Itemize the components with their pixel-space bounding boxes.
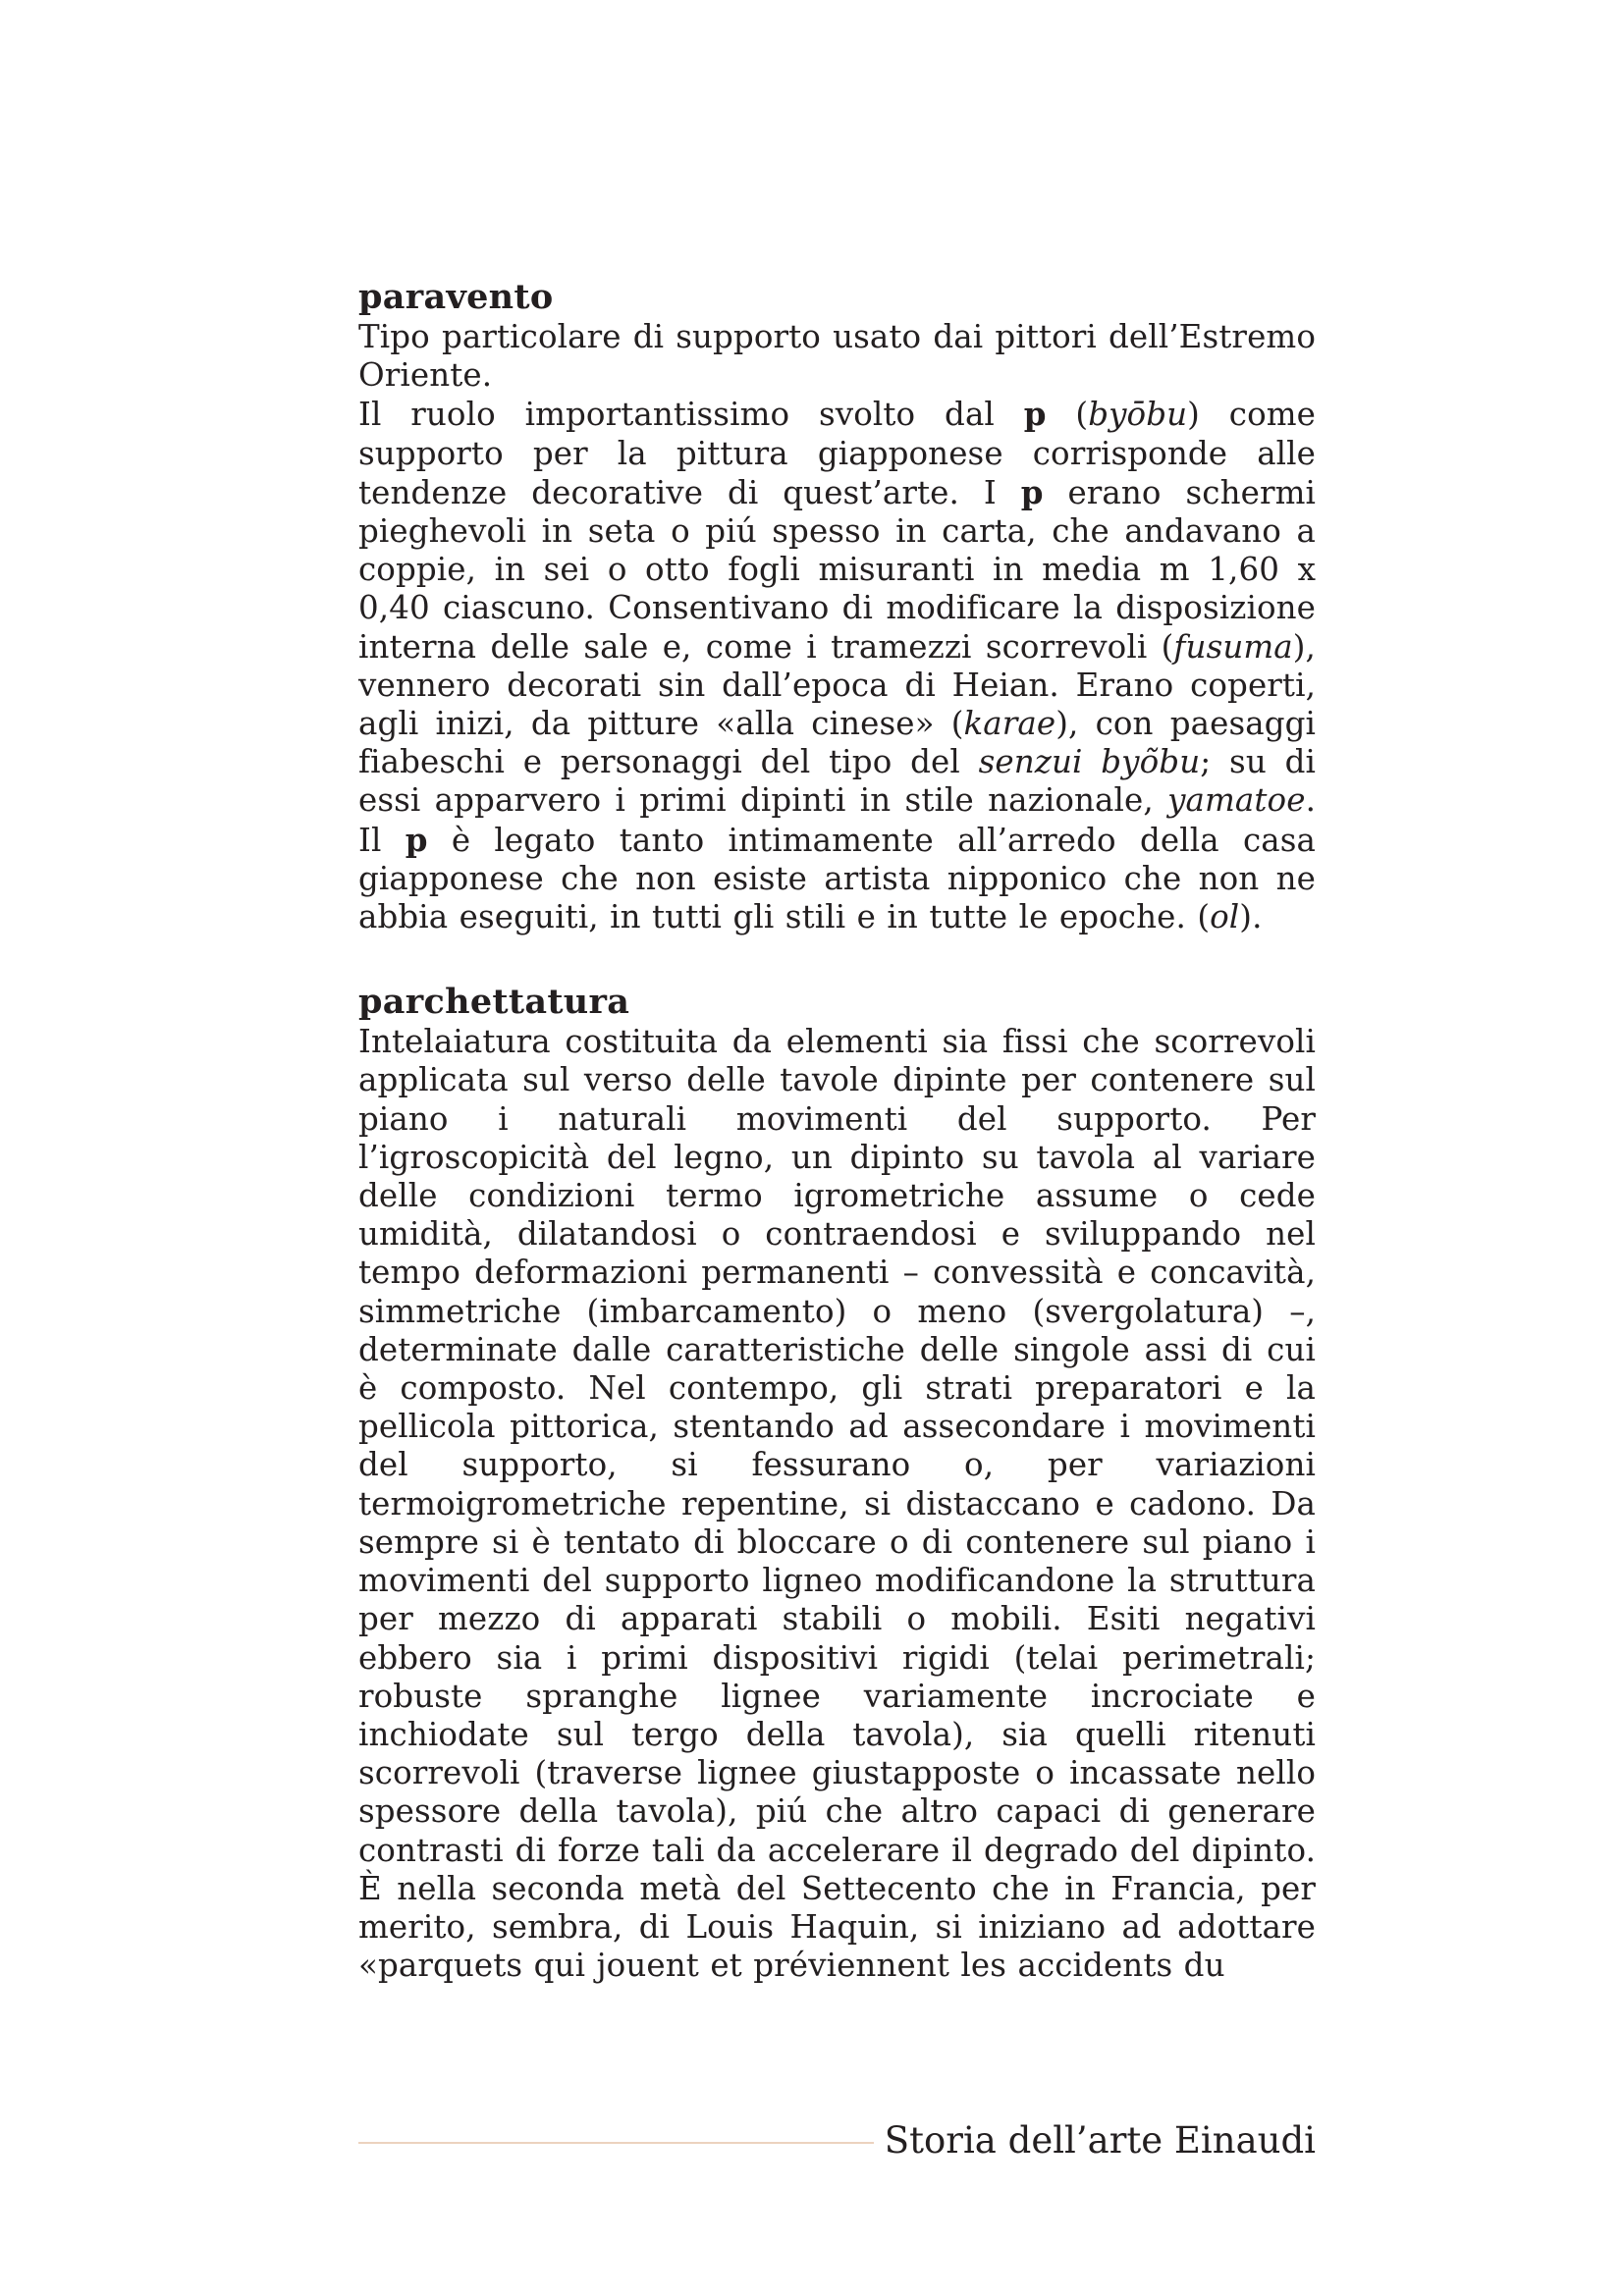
footer-title: Storia dell’arte Einaudi [884,2119,1316,2162]
text-run: Il ruolo importantissimo svolto dal [358,396,1024,434]
text-run: ( [1046,396,1089,434]
text-run: ; su di essi apparvero i primi dipinti in stile nazionale, [358,743,1316,820]
page-footer [358,2118,1316,2167]
entry-paravento [358,277,1316,936]
italic-term: ol [1210,898,1240,936]
text-run: Intelaiatura costituita da elementi sia fissi che scorrevoli applicata sul verso delle tavole dipinte per contenere sul piano i naturali movimenti del supporto. Per l’igroscopicità del legno, un dipinto su tavola al variare delle condizioni termo igrometriche assume o cede umidità, dilatandosi o contraendosi e sviluppando nel tempo deformazioni permanenti – convessità e concavità, simmetriche (imbarcamento) o meno (svergolatura) –, determinate dalle caratteristiche delle singole assi di cui è composto. Nel contempo, gli strati preparatori e la pellicola pittorica, stentando ad assecondare i movimenti del supporto, si fessurano o, per variazioni termoigrometriche repentine, si distaccano e cadono. Da sempre si è tentato di bloccare o di contenere sul piano i movimenti del supporto ligneo modificandone la struttura per mezzo di apparati stabili o mobili. Esiti negativi ebbero sia i primi dispositivi rigidi (telai perimetrali; robuste spranghe lignee variamente incrociate e inchiodate sul tergo della tavola), sia quelli ritenuti scorrevoli (traverse lignee giustapposte o incassate nello spessore della tavola), piú che altro capaci di generare contrasti di forze tali da accelerare il degrado del dipinto. È nella seconda metà del Settecento che in Francia, per merito, sembra, di Louis Haquin, si iniziano ad adottare «parquets qui jouent et préviennent les accidents du [358,1023,1316,1985]
italic-term: yamatoe [1167,781,1306,820]
italic-term: senzui byõbu [978,743,1201,781]
bold-abbreviation: p [1020,472,1044,511]
entry-parchettatura [358,982,1316,1985]
text-run: ) come supporto per la pittura giapponese corrisponde alle tendenze decorative di quest’arte. I [358,396,1316,511]
italic-term: byōbu [1088,396,1188,434]
text-run: Tipo particolare di supporto usato dai pittori dell’Estremo Oriente. [358,318,1316,395]
document-body [358,277,1316,1985]
bold-abbreviation: p [1023,395,1047,434]
text-run: è legato tanto intimamente all’arredo della casa giapponese che non esiste artista nipponico che non ne abbia eseguiti, in tutti gli stili e in tutte le epoche. ( [358,821,1316,936]
headword: parchettatura [358,982,630,1023]
entry-paragraph [358,1023,1316,1985]
text-run: ), vennero decorati sin dall’epoca di Heian. Erano coperti, agli inizi, da pitture «alla cinese» ( [358,627,1316,743]
footer-rule [358,2142,874,2144]
text-run: ), con paesaggi fiabeschi e personaggi del tipo del [358,705,1316,781]
text-run: . Il [358,781,1316,859]
text-run: erano schermi pieghevoli in seta o piú spesso in carta, che andavano a coppie, in sei o otto fogli misuranti in media m 1,60 x 0,40 ciascuno. Consentivano di modificare la disposizione interna delle sale e, come i tramezzi scorrevoli ( [358,473,1316,666]
italic-term: karae [963,705,1056,743]
entry-paragraph [358,318,1316,395]
headword: paravento [358,277,554,317]
text-run: ). [1239,898,1263,936]
entry-paragraph [358,395,1316,936]
bold-abbreviation: p [405,820,428,859]
italic-term: fusuma [1173,627,1293,666]
